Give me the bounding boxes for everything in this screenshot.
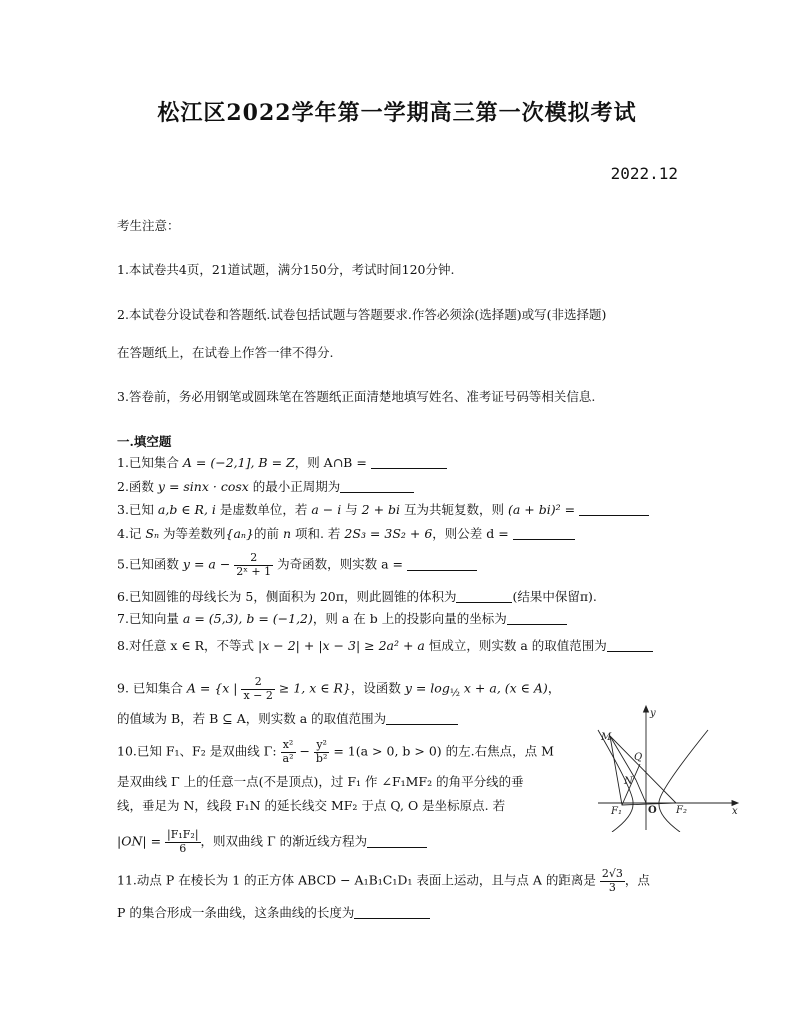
q4-m1: Sₙ <box>145 526 160 541</box>
q9-m1: A = {x | <box>186 680 242 696</box>
q10d-den: 6 <box>179 841 187 855</box>
q9-post: ， <box>547 680 561 696</box>
q4-post: ，则公差 d = <box>432 526 513 541</box>
q1-math: A = (−2,1], B = Z <box>182 455 295 470</box>
q8-answer-blank[interactable] <box>607 639 653 652</box>
question-5 <box>117 552 477 578</box>
q5-post: 为奇函数，则实数 a = <box>273 556 407 572</box>
notice-heading: 考生注意： <box>117 218 180 233</box>
q9-log-base: ½ <box>449 687 460 700</box>
q2-math: y = sinx · cosx <box>157 479 249 494</box>
q9-mid: ，设函数 <box>350 680 405 696</box>
label-o: O <box>648 805 657 816</box>
q3-m1: a,b ∈ R, i <box>157 502 216 517</box>
right-hyperbola-branch <box>659 730 708 832</box>
section-heading: 一.填空题 <box>117 434 172 449</box>
q4-mid1: 为等差数列 <box>159 526 226 541</box>
q10d-pre: |ON| = <box>117 833 166 849</box>
q1-answer-blank[interactable] <box>371 456 447 469</box>
q9-m4: x + a, (x ∈ A) <box>459 680 548 696</box>
q5-fraction <box>234 552 273 578</box>
q5-denominator: 2ˣ + 1 <box>236 564 272 578</box>
q11-fraction <box>600 868 625 894</box>
q5-answer-blank[interactable] <box>407 558 477 571</box>
q8-post: 恒成立，则实数 a 的取值范围为 <box>424 638 607 653</box>
notice-item-2b: 在答题纸上，在试卷上作答一律不得分. <box>117 345 334 360</box>
q9-m2: ≥ 1, x ∈ R} <box>274 680 351 696</box>
q10-x-num: x² <box>281 739 296 753</box>
q10-post: = 1(a > 0, b > 0) 的左.右焦点，点 M <box>329 743 554 759</box>
exam-title: 松江区2022学年第一学期高三第一次模拟考试 <box>157 100 637 126</box>
q10-fraction-y <box>314 739 329 765</box>
question-6 <box>117 590 597 604</box>
q9-denominator: x − 2 <box>243 688 273 702</box>
q7-mid: ，则 a 在 b 上的投影向量的坐标为 <box>312 611 507 626</box>
notice-item-1: 1.本试卷共4页，21道试题，满分150分，考试时间120分钟. <box>117 262 455 277</box>
q2-answer-blank[interactable] <box>340 480 414 493</box>
q5-numerator: 2 <box>234 552 273 566</box>
q4-m4: 2S₃ = 3S₂ + 6 <box>344 526 433 541</box>
label-x: x <box>732 806 738 817</box>
q9-pre: 9. 已知集合 <box>117 680 187 696</box>
question-9-cont <box>117 712 458 726</box>
question-11-line2 <box>117 906 430 920</box>
q2-post: 的最小正周期为 <box>248 479 341 494</box>
q8-pre: 8.对任意 x ∈ R，不等式 <box>117 638 259 653</box>
question-4 <box>117 527 575 541</box>
q3-m2: a − i <box>311 502 342 517</box>
q11-num: 2√3 <box>601 867 623 880</box>
q10d-fraction <box>165 829 201 855</box>
q6-post: (结果中保留π). <box>512 589 597 604</box>
question-1 <box>117 456 447 470</box>
q4-pre: 4.记 <box>117 526 146 541</box>
q4-m2: {aₙ} <box>225 526 254 541</box>
question-10 <box>117 739 554 765</box>
y-axis-arrow <box>644 706 649 712</box>
q11-den: 3 <box>608 880 616 894</box>
q7-pre: 7.已知向量 <box>117 611 183 626</box>
q5-m1: y = a − <box>182 556 235 572</box>
q9b-text: 的值域为 B，若 B ⊆ A，则实数 a 的取值范围为 <box>117 711 387 726</box>
question-8 <box>117 639 653 653</box>
q7-answer-blank[interactable] <box>507 612 567 625</box>
notice-item-3: 3.答卷前，务必用钢笔或圆珠笔在答题纸正面清楚地填写姓名、准考证号码等相关信息. <box>117 389 596 404</box>
q1-post: ，则 A∩B = <box>294 455 371 470</box>
x-axis-arrow <box>732 801 738 806</box>
q4-answer-blank[interactable] <box>513 527 575 540</box>
q4-mid2: 的前 <box>253 526 283 541</box>
label-y: y <box>650 708 656 719</box>
hyperbola-figure <box>596 702 746 832</box>
question-11 <box>117 868 650 894</box>
q10-x-den: a² <box>282 751 294 765</box>
q3-answer-blank[interactable] <box>579 503 649 516</box>
label-f2: F₂ <box>676 805 687 816</box>
q6-pre: 6.已知圆锥的母线长为 5，侧面积为 20π，则此圆锥的体积为 <box>117 589 457 604</box>
q11-pre: 11.动点 P 在棱长为 1 的正方体 ABCD − A₁B₁C₁D₁ 表面上运动，且与点 A 的距离是 <box>117 872 600 888</box>
q3-mid1: 是虚数单位，若 <box>215 502 312 517</box>
q11-answer-blank[interactable] <box>354 906 430 919</box>
q4-m3: n <box>282 526 292 541</box>
q3-mid3: 互为共轭复数，则 <box>400 502 508 517</box>
question-7 <box>117 612 567 626</box>
q9-m3: y = log <box>404 680 450 696</box>
q5-pre: 5.已知函数 <box>117 556 183 572</box>
q10-minus: − <box>295 743 314 759</box>
q10-fraction-x <box>281 739 296 765</box>
q3-pre: 3.已知 <box>117 502 158 517</box>
q6-answer-blank[interactable] <box>456 590 512 603</box>
q10-pre: 10.已知 F₁、F₂ 是双曲线 Γ: <box>117 743 281 759</box>
q10-answer-blank[interactable] <box>367 835 427 848</box>
question-3 <box>117 503 649 517</box>
q10d-num: |F₁F₂| <box>167 828 199 841</box>
label-q: Q <box>634 752 643 763</box>
q10-y-num: y² <box>314 739 329 753</box>
q3-m3: 2 + bi <box>361 502 401 517</box>
q3-mid2: 与 <box>341 502 362 517</box>
on-segment <box>636 780 646 803</box>
question-10-line2: 是双曲线 Γ 上的任意一点(不是顶点)，过 F₁ 作 ∠F₁MF₂ 的角平分线的垂 <box>117 774 524 789</box>
question-10-line3: 线，垂足为 N，线段 F₁N 的延长线交 MF₂ 于点 Q, O 是坐标原点. 若 <box>117 798 506 813</box>
q7-math: a = (5,3), b = (−1,2) <box>182 611 313 626</box>
q4-mid3: 项和. 若 <box>291 526 345 541</box>
question-9 <box>117 676 560 702</box>
question-10-line4 <box>117 829 427 855</box>
q9-answer-blank[interactable] <box>386 712 458 725</box>
label-f1: F₁ <box>611 806 622 817</box>
q9-numerator: 2 <box>241 676 274 690</box>
q1-pre: 1.已知集合 <box>117 455 183 470</box>
label-m: M <box>601 732 612 743</box>
label-n: N <box>624 776 633 787</box>
q10-y-den: b² <box>315 751 328 765</box>
q11-post: ，点 <box>624 872 650 888</box>
notice-item-2a: 2.本试卷分设试卷和答题纸.试卷包括试题与答题要求.作答必须涂(选择题)或写(非选择题) <box>117 307 607 322</box>
q11b-text: P 的集合形成一条曲线，这条曲线的长度为 <box>117 905 355 920</box>
exam-date: 2022.12 <box>610 164 678 183</box>
q2-pre: 2.函数 <box>117 479 158 494</box>
q9-fraction <box>241 676 274 702</box>
q8-math: |x − 2| + |x − 3| ≥ 2a² + a <box>258 638 425 653</box>
q10d-post: ，则双曲线 Γ 的渐近线方程为 <box>200 833 368 849</box>
triangle-mf1f2 <box>610 736 676 805</box>
q3-m4: (a + bi)² = <box>508 502 580 517</box>
question-2 <box>117 480 414 494</box>
